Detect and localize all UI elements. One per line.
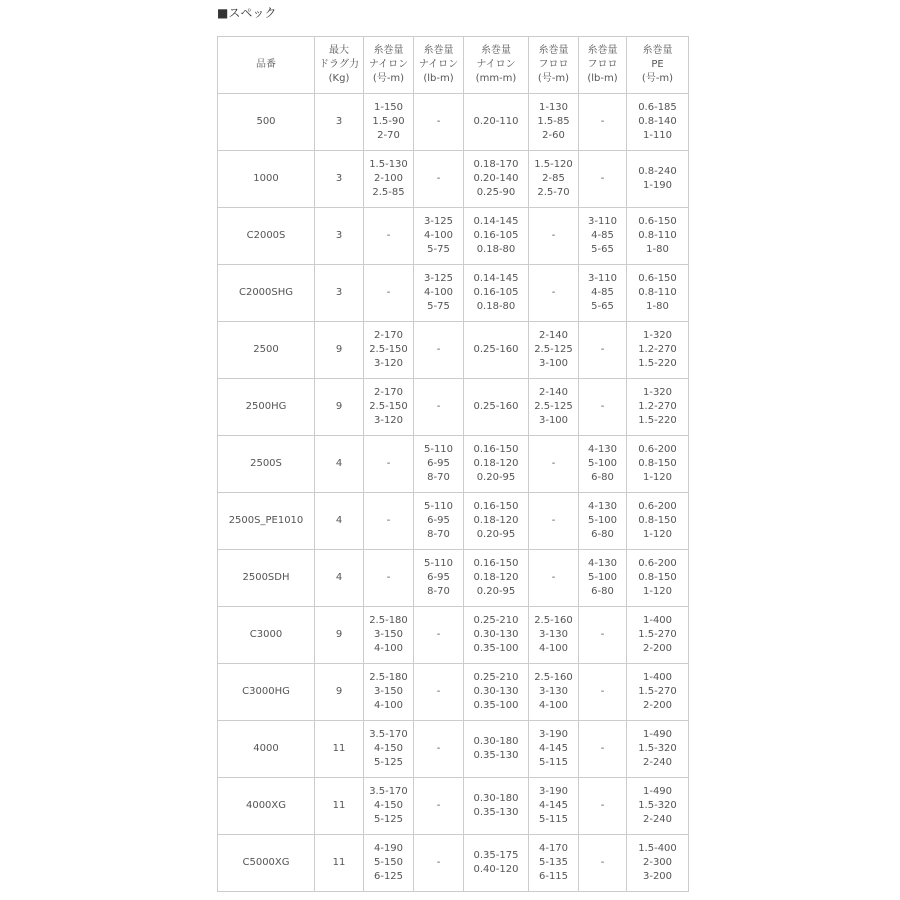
table-cell: 1-400 1.5-270 2-200	[627, 607, 689, 664]
model-number-cell: 1000	[218, 151, 315, 208]
table-row	[218, 664, 689, 721]
table-row	[218, 835, 689, 892]
table-cell: -	[529, 208, 579, 265]
table-cell: 2.5-160 3-130 4-100	[529, 607, 579, 664]
table-cell: 0.25-160	[464, 379, 529, 436]
model-number-cell: 4000XG	[218, 778, 315, 835]
table-cell: 0.6-150 0.8-110 1-80	[627, 208, 689, 265]
table-cell: 9	[315, 607, 364, 664]
table-cell: 1.5-120 2-85 2.5-70	[529, 151, 579, 208]
table-cell: -	[529, 265, 579, 322]
section-title: ■スペック	[217, 6, 277, 20]
table-cell: -	[579, 835, 627, 892]
table-cell: -	[414, 94, 464, 151]
table-cell: 3-190 4-145 5-115	[529, 778, 579, 835]
table-cell: -	[414, 778, 464, 835]
table-cell: 5-110 6-95 8-70	[414, 550, 464, 607]
table-cell: -	[579, 379, 627, 436]
table-cell: 0.30-180 0.35-130	[464, 721, 529, 778]
table-cell: 3-125 4-100 5-75	[414, 208, 464, 265]
table-cell: 0.14-145 0.16-105 0.18-80	[464, 208, 529, 265]
header-fluoro-go-m: 糸巻量 フロロ (号-m)	[529, 37, 579, 94]
table-cell: -	[579, 664, 627, 721]
spec-table	[217, 36, 689, 892]
table-row	[218, 322, 689, 379]
table-cell: 4-170 5-135 6-115	[529, 835, 579, 892]
table-row	[218, 778, 689, 835]
table-row	[218, 550, 689, 607]
table-cell: 1-150 1.5-90 2-70	[364, 94, 414, 151]
table-cell: -	[364, 265, 414, 322]
table-cell: 0.16-150 0.18-120 0.20-95	[464, 436, 529, 493]
table-cell: -	[414, 322, 464, 379]
table-cell: 0.35-175 0.40-120	[464, 835, 529, 892]
table-cell: 1-400 1.5-270 2-200	[627, 664, 689, 721]
table-cell: 5-110 6-95 8-70	[414, 493, 464, 550]
table-cell: -	[364, 550, 414, 607]
header-nylon-mm-m: 糸巻量 ナイロン (mm-m)	[464, 37, 529, 94]
table-cell: -	[579, 94, 627, 151]
table-cell: 0.6-185 0.8-140 1-110	[627, 94, 689, 151]
table-cell: 4	[315, 436, 364, 493]
model-number-cell: 2500	[218, 322, 315, 379]
table-cell: 2-140 2.5-125 3-100	[529, 379, 579, 436]
table-cell: 0.6-200 0.8-150 1-120	[627, 550, 689, 607]
table-cell: 0.25-210 0.30-130 0.35-100	[464, 607, 529, 664]
table-cell: 1.5-130 2-100 2.5-85	[364, 151, 414, 208]
table-cell: 11	[315, 835, 364, 892]
table-body	[218, 94, 689, 892]
table-cell: 5-110 6-95 8-70	[414, 436, 464, 493]
table-cell: 1-490 1.5-320 2-240	[627, 721, 689, 778]
table-cell: 2.5-160 3-130 4-100	[529, 664, 579, 721]
table-cell: 11	[315, 778, 364, 835]
model-number-cell: C2000S	[218, 208, 315, 265]
table-cell: -	[529, 550, 579, 607]
table-cell: -	[529, 436, 579, 493]
table-cell: 2-170 2.5-150 3-120	[364, 322, 414, 379]
table-row	[218, 721, 689, 778]
header-model-number: 品番	[218, 37, 315, 94]
table-cell: 3	[315, 208, 364, 265]
table-cell: -	[579, 778, 627, 835]
table-cell: 3-110 4-85 5-65	[579, 265, 627, 322]
table-cell: 3-190 4-145 5-115	[529, 721, 579, 778]
table-cell: 4-190 5-150 6-125	[364, 835, 414, 892]
table-row	[218, 493, 689, 550]
header-max-drag: 最大 ドラグ力 (Kg)	[315, 37, 364, 94]
table-cell: -	[364, 208, 414, 265]
table-cell: 9	[315, 664, 364, 721]
table-cell: -	[579, 607, 627, 664]
table-cell: 9	[315, 379, 364, 436]
model-number-cell: C3000HG	[218, 664, 315, 721]
table-cell: 0.25-210 0.30-130 0.35-100	[464, 664, 529, 721]
table-cell: 3	[315, 265, 364, 322]
table-cell: 0.20-110	[464, 94, 529, 151]
table-cell: 3-125 4-100 5-75	[414, 265, 464, 322]
table-cell: 0.18-170 0.20-140 0.25-90	[464, 151, 529, 208]
model-number-cell: 500	[218, 94, 315, 151]
table-cell: -	[414, 664, 464, 721]
table-cell: 3	[315, 151, 364, 208]
model-number-cell: 4000	[218, 721, 315, 778]
table-cell: 4-130 5-100 6-80	[579, 493, 627, 550]
header-nylon-lb-m: 糸巻量 ナイロン (lb-m)	[414, 37, 464, 94]
model-number-cell: C3000	[218, 607, 315, 664]
table-cell: 4-130 5-100 6-80	[579, 436, 627, 493]
table-cell: 4	[315, 550, 364, 607]
table-cell: -	[414, 379, 464, 436]
table-cell: 2-170 2.5-150 3-120	[364, 379, 414, 436]
table-cell: -	[414, 151, 464, 208]
table-row	[218, 607, 689, 664]
table-cell: 3.5-170 4-150 5-125	[364, 721, 414, 778]
model-number-cell: 2500S_PE1010	[218, 493, 315, 550]
table-row	[218, 265, 689, 322]
table-cell: 0.6-200 0.8-150 1-120	[627, 436, 689, 493]
table-cell: -	[414, 835, 464, 892]
table-cell: 3-110 4-85 5-65	[579, 208, 627, 265]
table-cell: 0.6-150 0.8-110 1-80	[627, 265, 689, 322]
table-cell: 9	[315, 322, 364, 379]
table-header-row	[218, 37, 689, 94]
model-number-cell: 2500SDH	[218, 550, 315, 607]
model-number-cell: C5000XG	[218, 835, 315, 892]
header-pe-go-m: 糸巻量 PE (号-m)	[627, 37, 689, 94]
table-cell: -	[414, 721, 464, 778]
table-cell: 1-490 1.5-320 2-240	[627, 778, 689, 835]
table-cell: 4-130 5-100 6-80	[579, 550, 627, 607]
table-row	[218, 208, 689, 265]
table-cell: 4	[315, 493, 364, 550]
table-cell: 1.5-400 2-300 3-200	[627, 835, 689, 892]
table-cell: 0.30-180 0.35-130	[464, 778, 529, 835]
table-cell: -	[579, 322, 627, 379]
table-cell: -	[364, 493, 414, 550]
table-cell: 0.14-145 0.16-105 0.18-80	[464, 265, 529, 322]
table-cell: 3	[315, 94, 364, 151]
table-cell: -	[414, 607, 464, 664]
table-cell: 2.5-180 3-150 4-100	[364, 607, 414, 664]
table-cell: -	[364, 436, 414, 493]
table-cell: 0.16-150 0.18-120 0.20-95	[464, 550, 529, 607]
table-cell: 0.8-240 1-190	[627, 151, 689, 208]
model-number-cell: 2500HG	[218, 379, 315, 436]
table-cell: 2.5-180 3-150 4-100	[364, 664, 414, 721]
header-fluoro-lb-m: 糸巻量 フロロ (lb-m)	[579, 37, 627, 94]
table-cell: 1-320 1.2-270 1.5-220	[627, 379, 689, 436]
table-row	[218, 94, 689, 151]
table-cell: 11	[315, 721, 364, 778]
table-cell: 2-140 2.5-125 3-100	[529, 322, 579, 379]
table-row	[218, 151, 689, 208]
table-cell: -	[529, 493, 579, 550]
table-row	[218, 379, 689, 436]
table-cell: 0.16-150 0.18-120 0.20-95	[464, 493, 529, 550]
table-cell: 1-130 1.5-85 2-60	[529, 94, 579, 151]
table-cell: 1-320 1.2-270 1.5-220	[627, 322, 689, 379]
table-cell: 3.5-170 4-150 5-125	[364, 778, 414, 835]
table-cell: -	[579, 151, 627, 208]
header-nylon-go-m: 糸巻量 ナイロン (号-m)	[364, 37, 414, 94]
table-cell: 0.6-200 0.8-150 1-120	[627, 493, 689, 550]
table-cell: -	[579, 721, 627, 778]
table-row	[218, 436, 689, 493]
model-number-cell: 2500S	[218, 436, 315, 493]
table-cell: 0.25-160	[464, 322, 529, 379]
model-number-cell: C2000SHG	[218, 265, 315, 322]
